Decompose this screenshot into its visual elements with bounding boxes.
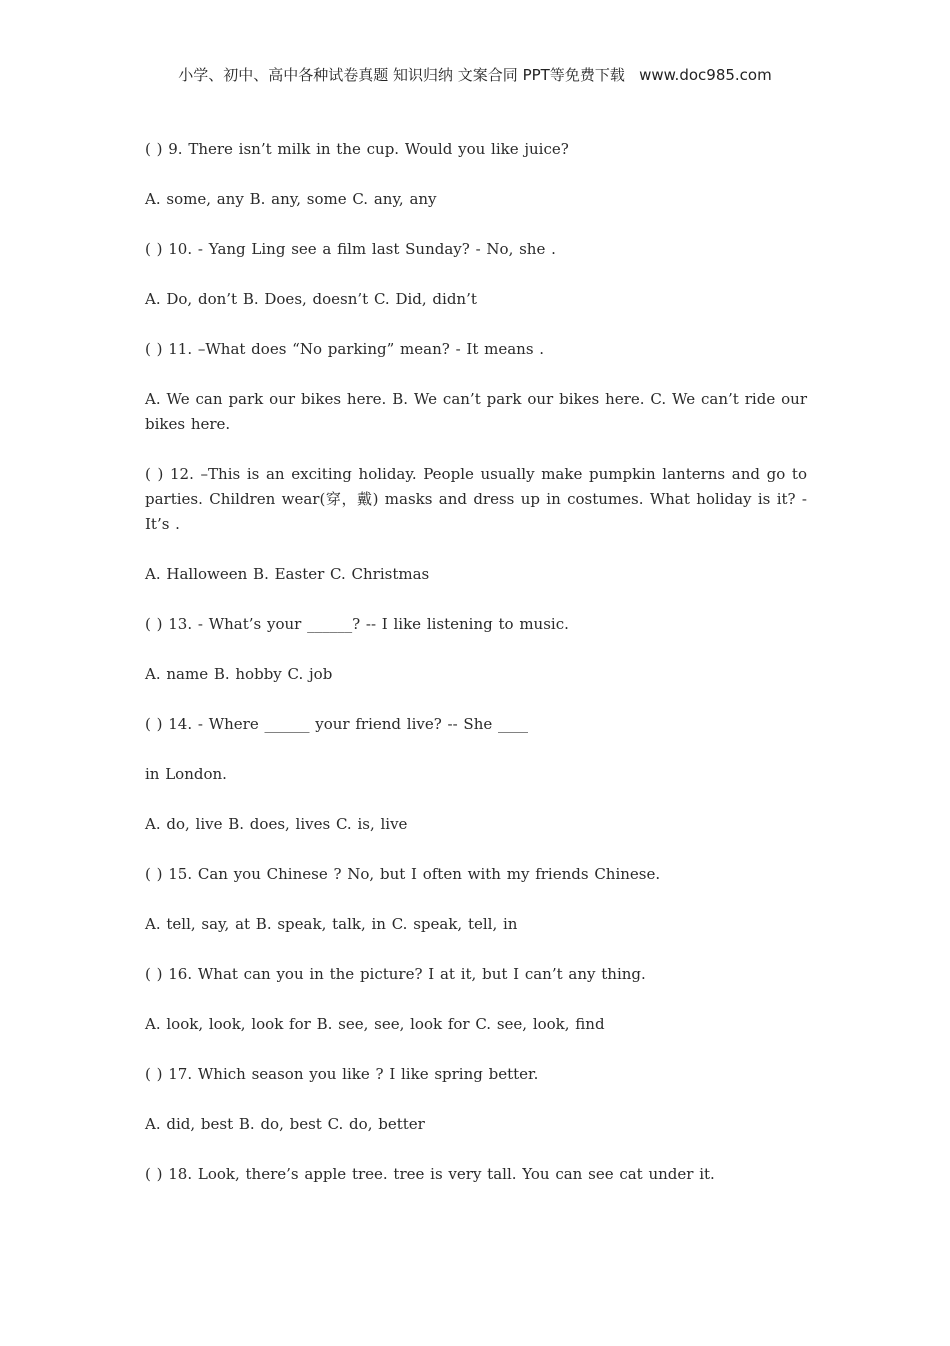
options-17: A. did, best B. do, best C. do, better (145, 1115, 425, 1133)
question-15: ( ) 15. Can you Chinese ? No, but I often with my friends Chinese. (145, 865, 661, 883)
question-17: ( ) 17. Which season you like ? I like spring better. (145, 1065, 539, 1083)
question-9: ( ) 9. There isn’t milk in the cup. Would you like juice? (145, 140, 569, 158)
options-9: A. some, any B. any, some C. any, any (145, 190, 437, 208)
question-14-continued: in London. (145, 765, 227, 783)
question-18: ( ) 18. Look, there’s apple tree. tree is very tall. You can see cat under it. (145, 1165, 715, 1183)
page-header: 小学、初中、高中各种试卷真题 知识归纳 文案合同 PPT等免费下载 www.doc985.com (178, 66, 772, 84)
options-12: A. Halloween B. Easter C. Christmas (145, 565, 430, 583)
question-14: ( ) 14. - Where ______ your friend live? -- She ____ (145, 715, 529, 733)
document-body (145, 137, 807, 1187)
options-15: A. tell, say, at B. speak, talk, in C. speak, tell, in (145, 915, 518, 933)
question-16: ( ) 16. What can you in the picture? I at it, but I can’t any thing. (145, 965, 646, 983)
options-10: A. Do, don’t B. Does, doesn’t C. Did, didn’t (145, 290, 477, 308)
question-12: ( ) 12. –This is an exciting holiday. People usually make pumpkin lanterns and go to parties. Children wear(穿，戴) masks and dress up in costumes. What holiday is it? - It’s . (145, 465, 807, 533)
options-13: A. name B. hobby C. job (145, 665, 333, 683)
options-11: A. We can park our bikes here. B. We can’t park our bikes here. C. We can’t ride our bikes here. (145, 390, 807, 433)
question-13: ( ) 13. - What’s your ______? -- I like listening to music. (145, 615, 569, 633)
options-16: A. look, look, look for B. see, see, look for C. see, look, find (145, 1015, 605, 1033)
options-14: A. do, live B. does, lives C. is, live (145, 815, 408, 833)
question-10: ( ) 10. - Yang Ling see a film last Sunday? - No, she . (145, 240, 556, 258)
question-11: ( ) 11. –What does “No parking” mean? - It means . (145, 340, 545, 358)
